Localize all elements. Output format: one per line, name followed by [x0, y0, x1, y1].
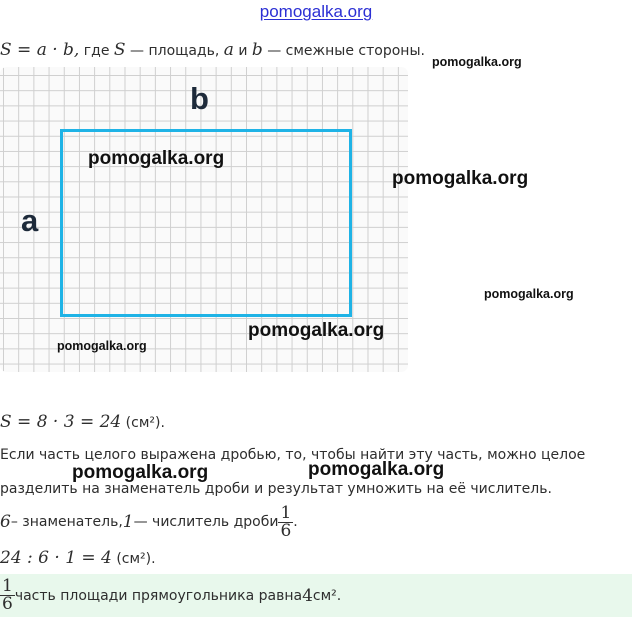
watermark: pomogalka.org: [432, 55, 522, 69]
watermark: pomogalka.org: [308, 459, 445, 480]
num-one: 1: [122, 512, 134, 532]
denominator-line: [0, 502, 298, 542]
side-label-b: b: [190, 81, 209, 116]
answer-box: [0, 574, 632, 617]
fraction-denominator: 6: [280, 520, 292, 541]
side-label-a: a: [21, 203, 39, 238]
formula-text: — площадь,: [125, 43, 224, 59]
answer-unit: см².: [312, 587, 342, 604]
formula-text: — смежные стороны.: [262, 43, 425, 59]
watermark: pomogalka.org: [484, 287, 574, 301]
calc-line-1: [0, 412, 165, 432]
fraction-denominator: 6: [2, 594, 13, 614]
explanation-line-2: разделить на знаменатель дроби и результат умножить на её числитель.: [0, 481, 552, 497]
answer-line: [0, 574, 341, 617]
watermark: pomogalka.org: [57, 339, 147, 353]
watermark: pomogalka.org: [248, 320, 385, 341]
answer-fraction: [0, 578, 15, 613]
formula-var-b: b: [251, 40, 263, 60]
formula-var-s: S: [113, 40, 126, 60]
formula-line: [0, 40, 425, 60]
calc-line-2: [0, 548, 156, 568]
formula-math: S = a · b,: [0, 40, 80, 60]
denominator-text: – знаменатель,: [10, 514, 123, 530]
fraction-numerator: 1: [2, 576, 13, 596]
fraction-numerator: 1: [280, 502, 292, 523]
watermark: pomogalka.org: [72, 462, 209, 483]
calc-unit: (см²).: [111, 551, 156, 567]
formula-text: где: [79, 43, 114, 59]
calc-math: 24 : 6 · 1 = 4: [0, 548, 112, 568]
period: .: [293, 514, 298, 530]
site-title-link[interactable]: pomogalka.org: [259, 2, 373, 21]
answer-text: часть площади прямоугольника равна: [14, 587, 303, 604]
calc-math: S = 8 · 3 = 24: [0, 412, 122, 432]
calc-unit: (см²).: [121, 415, 165, 431]
denominator-text: — числитель дроби: [133, 514, 279, 530]
num-six: 6: [0, 512, 11, 532]
watermark: pomogalka.org: [392, 168, 529, 189]
explanation-line-1: Если часть целого выражена дробью, то, чтобы найти эту часть, можно целое: [0, 447, 586, 463]
answer-value: 4: [302, 585, 313, 606]
watermark: pomogalka.org: [88, 148, 225, 169]
formula-var-a: a: [223, 40, 234, 60]
formula-text: и: [233, 43, 252, 59]
fraction: [278, 502, 293, 541]
